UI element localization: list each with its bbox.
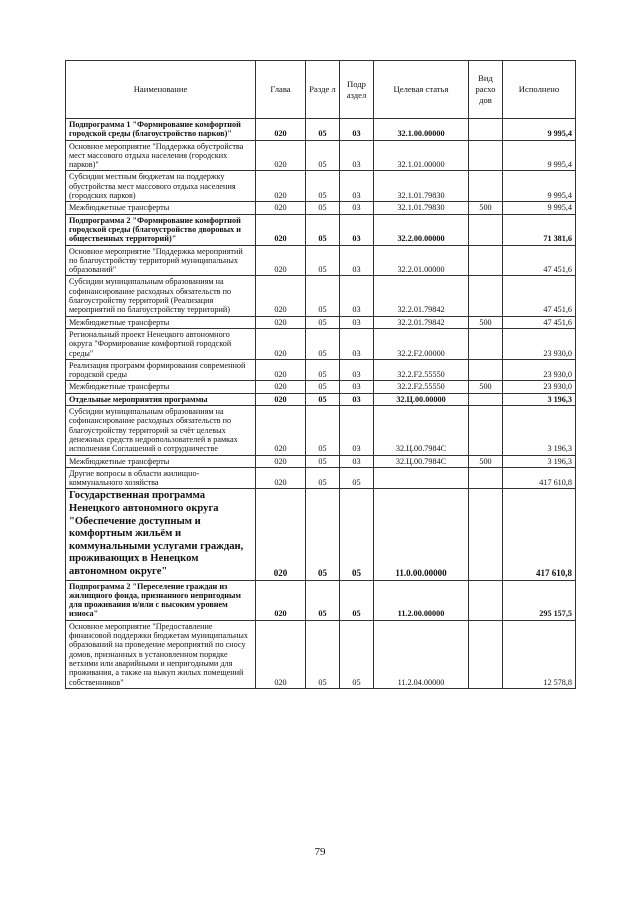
table-row <box>66 276 576 316</box>
cell-sum: 47 451,6 <box>503 245 576 276</box>
cell-razdel: 05 <box>306 276 340 316</box>
cell-glava: 020 <box>256 171 306 202</box>
cell-glava: 020 <box>256 489 306 580</box>
cell-vid <box>469 489 503 580</box>
cell-podrazdel: 05 <box>340 489 374 580</box>
cell-sum: 3 196,3 <box>503 455 576 467</box>
cell-glava: 020 <box>256 406 306 455</box>
cell-razdel: 05 <box>306 489 340 580</box>
cell-razdel: 05 <box>306 316 340 328</box>
cell-statya: 32.Ц.00.7984С <box>374 406 469 455</box>
cell-podrazdel: 03 <box>340 406 374 455</box>
cell-statya: 11.2.04.00000 <box>374 620 469 688</box>
cell-name: Субсидии местным бюджетам на поддержку обустройства мест массового отдыха населения (городских парков) <box>66 171 256 202</box>
cell-podrazdel: 03 <box>340 381 374 393</box>
cell-podrazdel: 03 <box>340 140 374 171</box>
cell-statya: 11.2.00.00000 <box>374 580 469 620</box>
cell-name: Другие вопросы в области жилищно-коммунального хозяйства <box>66 467 256 489</box>
cell-razdel: 05 <box>306 171 340 202</box>
cell-vid <box>469 359 503 381</box>
cell-razdel: 05 <box>306 620 340 688</box>
cell-razdel: 05 <box>306 393 340 405</box>
budget-table <box>65 60 576 689</box>
cell-statya <box>374 467 469 489</box>
table-row <box>66 467 576 489</box>
cell-razdel: 05 <box>306 406 340 455</box>
cell-vid <box>469 119 503 141</box>
cell-name: Межбюджетные трансферты <box>66 455 256 467</box>
cell-name: Реализация программ формирования современной городской среды <box>66 359 256 381</box>
cell-statya: 32.2.F2.00000 <box>374 328 469 359</box>
cell-sum: 9 995,4 <box>503 140 576 171</box>
header-sum: Исполнено <box>503 61 576 119</box>
table-row <box>66 316 576 328</box>
cell-name: Межбюджетные трансферты <box>66 316 256 328</box>
cell-sum: 12 578,8 <box>503 620 576 688</box>
cell-vid <box>469 171 503 202</box>
cell-glava: 020 <box>256 393 306 405</box>
cell-vid <box>469 276 503 316</box>
cell-glava: 020 <box>256 214 306 245</box>
cell-name: Основное мероприятие "Поддержка мероприятий по благоустройству территорий муниципальных образований" <box>66 245 256 276</box>
cell-podrazdel: 03 <box>340 202 374 214</box>
cell-glava: 020 <box>256 276 306 316</box>
cell-statya: 32.2.00.00000 <box>374 214 469 245</box>
cell-glava: 020 <box>256 620 306 688</box>
cell-sum: 23 930,0 <box>503 381 576 393</box>
cell-name: Основное мероприятие "Предоставление финансовой поддержки бюджетам муниципальных образований на проведение мероприятий по сносу домов, признанных в установленном порядке ветхими или аварийными и непригодными для проживания, а также на выкуп жилых помещений собственников" <box>66 620 256 688</box>
cell-glava: 020 <box>256 245 306 276</box>
cell-name: Подпрограмма 2 "Формирование комфортной городской среды (благоустройство дворовых и общественных территорий)" <box>66 214 256 245</box>
table-row <box>66 245 576 276</box>
document-page <box>65 60 575 689</box>
cell-statya: 32.2.01.79842 <box>374 276 469 316</box>
cell-vid: 500 <box>469 202 503 214</box>
cell-sum: 47 451,6 <box>503 276 576 316</box>
table-row <box>66 359 576 381</box>
header-razdel: Разде л <box>306 61 340 119</box>
cell-statya: 32.Ц.00.7984С <box>374 455 469 467</box>
cell-glava: 020 <box>256 119 306 141</box>
table-row <box>66 620 576 688</box>
cell-razdel: 05 <box>306 119 340 141</box>
cell-glava: 020 <box>256 316 306 328</box>
cell-sum: 23 930,0 <box>503 328 576 359</box>
cell-glava: 020 <box>256 359 306 381</box>
cell-statya: 32.1.01.79830 <box>374 171 469 202</box>
cell-glava: 020 <box>256 455 306 467</box>
cell-razdel: 05 <box>306 328 340 359</box>
cell-razdel: 05 <box>306 245 340 276</box>
cell-podrazdel: 03 <box>340 245 374 276</box>
cell-razdel: 05 <box>306 381 340 393</box>
cell-statya: 32.2.01.00000 <box>374 245 469 276</box>
table-row <box>66 214 576 245</box>
cell-statya: 32.Ц.00.00000 <box>374 393 469 405</box>
cell-name: Субсидии муниципальным образованиям на софинансирование расходных обязательств по благоустройству территорий (Реализация мероприятий по благоустройству территорий) <box>66 276 256 316</box>
cell-glava: 020 <box>256 381 306 393</box>
table-row <box>66 202 576 214</box>
table-row <box>66 489 576 580</box>
table-row <box>66 381 576 393</box>
cell-vid <box>469 245 503 276</box>
cell-statya: 32.2.01.79842 <box>374 316 469 328</box>
cell-glava: 020 <box>256 202 306 214</box>
cell-vid: 500 <box>469 316 503 328</box>
cell-sum: 9 995,4 <box>503 202 576 214</box>
cell-podrazdel: 03 <box>340 214 374 245</box>
cell-podrazdel: 03 <box>340 393 374 405</box>
cell-sum: 3 196,3 <box>503 406 576 455</box>
cell-vid <box>469 214 503 245</box>
cell-name: Подпрограмма 1 "Формирование комфортной городской среды (благоустройство парков)" <box>66 119 256 141</box>
cell-podrazdel: 03 <box>340 455 374 467</box>
cell-name: Отдельные мероприятия программы <box>66 393 256 405</box>
cell-vid <box>469 140 503 171</box>
cell-name: Государственная программа Ненецкого автономного округа "Обеспечение доступным и комфортным жильём и коммунальными услугами граждан, проживающих в Ненецком автономном округе" <box>66 489 256 580</box>
cell-sum: 295 157,5 <box>503 580 576 620</box>
cell-vid <box>469 328 503 359</box>
cell-name: Основное мероприятие "Поддержка обустройства мест массового отдыха населения (городских парков)" <box>66 140 256 171</box>
cell-vid <box>469 406 503 455</box>
cell-podrazdel: 05 <box>340 620 374 688</box>
cell-razdel: 05 <box>306 140 340 171</box>
table-row <box>66 171 576 202</box>
cell-podrazdel: 03 <box>340 359 374 381</box>
cell-statya: 32.2.F2.55550 <box>374 381 469 393</box>
table-row <box>66 406 576 455</box>
table-body <box>66 119 576 689</box>
cell-sum: 47 451,6 <box>503 316 576 328</box>
cell-razdel: 05 <box>306 359 340 381</box>
cell-podrazdel: 03 <box>340 328 374 359</box>
table-row <box>66 328 576 359</box>
header-statya: Целевая статья <box>374 61 469 119</box>
cell-statya: 11.0.00.00000 <box>374 489 469 580</box>
cell-vid <box>469 580 503 620</box>
header-podrazdel: Подр аздел <box>340 61 374 119</box>
cell-podrazdel: 03 <box>340 119 374 141</box>
cell-statya: 32.1.01.79830 <box>374 202 469 214</box>
cell-podrazdel: 05 <box>340 467 374 489</box>
cell-vid <box>469 620 503 688</box>
cell-statya: 32.2.F2.55550 <box>374 359 469 381</box>
cell-statya: 32.1.00.00000 <box>374 119 469 141</box>
page-number: 79 <box>314 846 326 858</box>
cell-razdel: 05 <box>306 467 340 489</box>
cell-statya: 32.1.01.00000 <box>374 140 469 171</box>
cell-glava: 020 <box>256 328 306 359</box>
cell-glava: 020 <box>256 140 306 171</box>
cell-razdel: 05 <box>306 214 340 245</box>
cell-glava: 020 <box>256 467 306 489</box>
cell-name: Субсидии муниципальным образованиям на софинансирование расходных обязательств по благоустройству территорий за счёт целевых денежных средств недропользователей в рамках исполнения Соглашений о сотрудничестве <box>66 406 256 455</box>
table-row <box>66 119 576 141</box>
cell-sum: 417 610,8 <box>503 467 576 489</box>
cell-vid: 500 <box>469 381 503 393</box>
header-name: Наименование <box>66 61 256 119</box>
cell-name: Региональный проект Ненецкого автономного округа "Формирование комфортной городской среды" <box>66 328 256 359</box>
table-row <box>66 580 576 620</box>
cell-razdel: 05 <box>306 202 340 214</box>
cell-name: Подпрограмма 2 "Переселение граждан из жилищного фонда, признанного непригодным для проживания и/или с высоким уровнем износа" <box>66 580 256 620</box>
header-glava: Глава <box>256 61 306 119</box>
cell-sum: 417 610,8 <box>503 489 576 580</box>
cell-razdel: 05 <box>306 455 340 467</box>
cell-name: Межбюджетные трансферты <box>66 381 256 393</box>
cell-vid <box>469 393 503 405</box>
table-row <box>66 140 576 171</box>
table-header-row <box>66 61 576 119</box>
cell-podrazdel: 05 <box>340 580 374 620</box>
cell-vid: 500 <box>469 455 503 467</box>
header-vid: Вид расхо дов <box>469 61 503 119</box>
cell-name: Межбюджетные трансферты <box>66 202 256 214</box>
cell-podrazdel: 03 <box>340 316 374 328</box>
cell-sum: 9 995,4 <box>503 171 576 202</box>
cell-podrazdel: 03 <box>340 171 374 202</box>
table-row <box>66 455 576 467</box>
cell-sum: 9 995,4 <box>503 119 576 141</box>
cell-sum: 3 196,3 <box>503 393 576 405</box>
cell-sum: 71 381,6 <box>503 214 576 245</box>
cell-sum: 23 930,0 <box>503 359 576 381</box>
cell-razdel: 05 <box>306 580 340 620</box>
cell-glava: 020 <box>256 580 306 620</box>
table-row <box>66 393 576 405</box>
cell-podrazdel: 03 <box>340 276 374 316</box>
cell-vid <box>469 467 503 489</box>
